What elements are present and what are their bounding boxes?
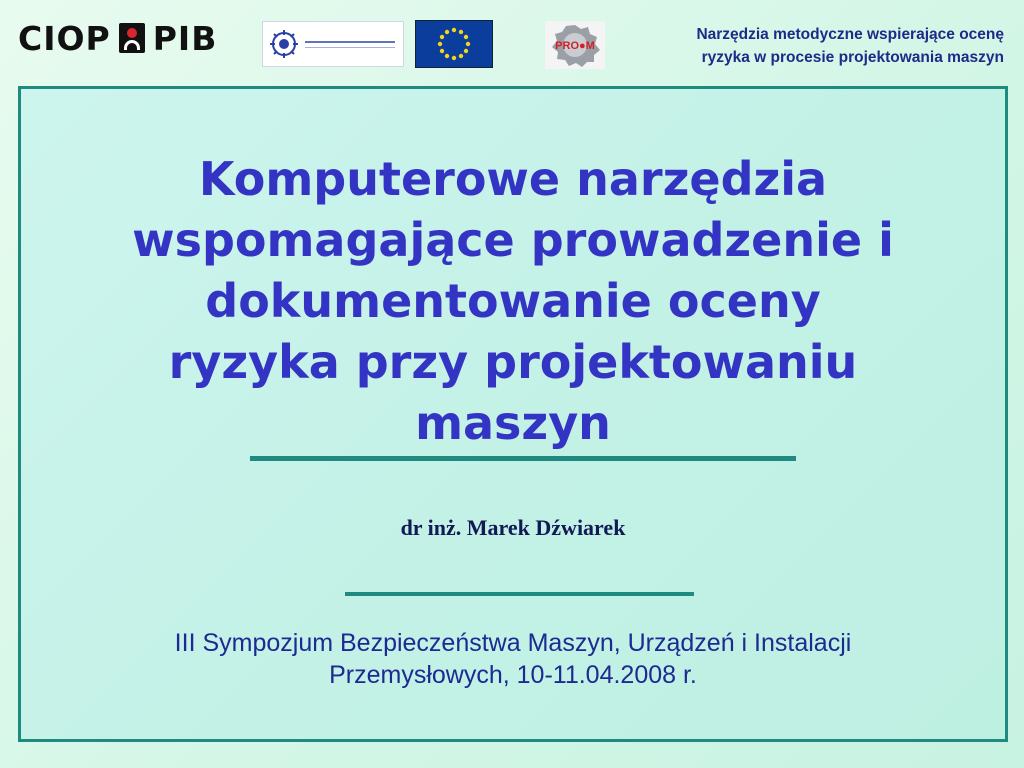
ciop-mark-icon xyxy=(119,23,145,53)
slide-title-line-1: Komputerowe narzędzia xyxy=(198,152,828,206)
logo-ciop-text: CIOP xyxy=(18,18,111,58)
title-divider xyxy=(250,456,796,461)
institute-name-lines xyxy=(305,37,403,52)
event-line-2: Przemysłowych, 10-11.04.2008 r. xyxy=(329,661,697,689)
event-line-1: III Sympozjum Bezpieczeństwa Maszyn, Urządzeń i Instalacji xyxy=(174,629,852,657)
header xyxy=(0,0,1024,80)
event-info xyxy=(21,627,1005,691)
eu-flag-icon xyxy=(415,20,493,68)
prom-logo-text: PRO●M xyxy=(555,40,595,52)
logo-pib-text: PIB xyxy=(152,18,218,58)
slide-title-line-5: maszyn xyxy=(415,396,611,450)
slide-frame xyxy=(18,86,1008,742)
header-title-line-1: Narzędzia metodyczne wspierające ocenę xyxy=(696,26,1004,43)
author-divider xyxy=(345,592,694,596)
prom-logo xyxy=(545,21,605,69)
header-title-line-2: ryzyka w procesie projektowania maszyn xyxy=(701,49,1004,66)
slide-title-line-4: ryzyka przy projektowaniu xyxy=(168,335,858,389)
ciop-pib-logo xyxy=(18,20,217,56)
institute-emblem-logo xyxy=(262,21,404,67)
emblem-icon xyxy=(269,29,299,59)
slide-title xyxy=(21,149,1005,454)
slide-title-line-2: wspomagające prowadzenie i xyxy=(132,213,894,267)
author-name: dr inż. Marek Dźwiarek xyxy=(400,515,626,540)
slide-title-line-3: dokumentowanie oceny xyxy=(205,274,821,328)
header-title xyxy=(696,23,1004,69)
